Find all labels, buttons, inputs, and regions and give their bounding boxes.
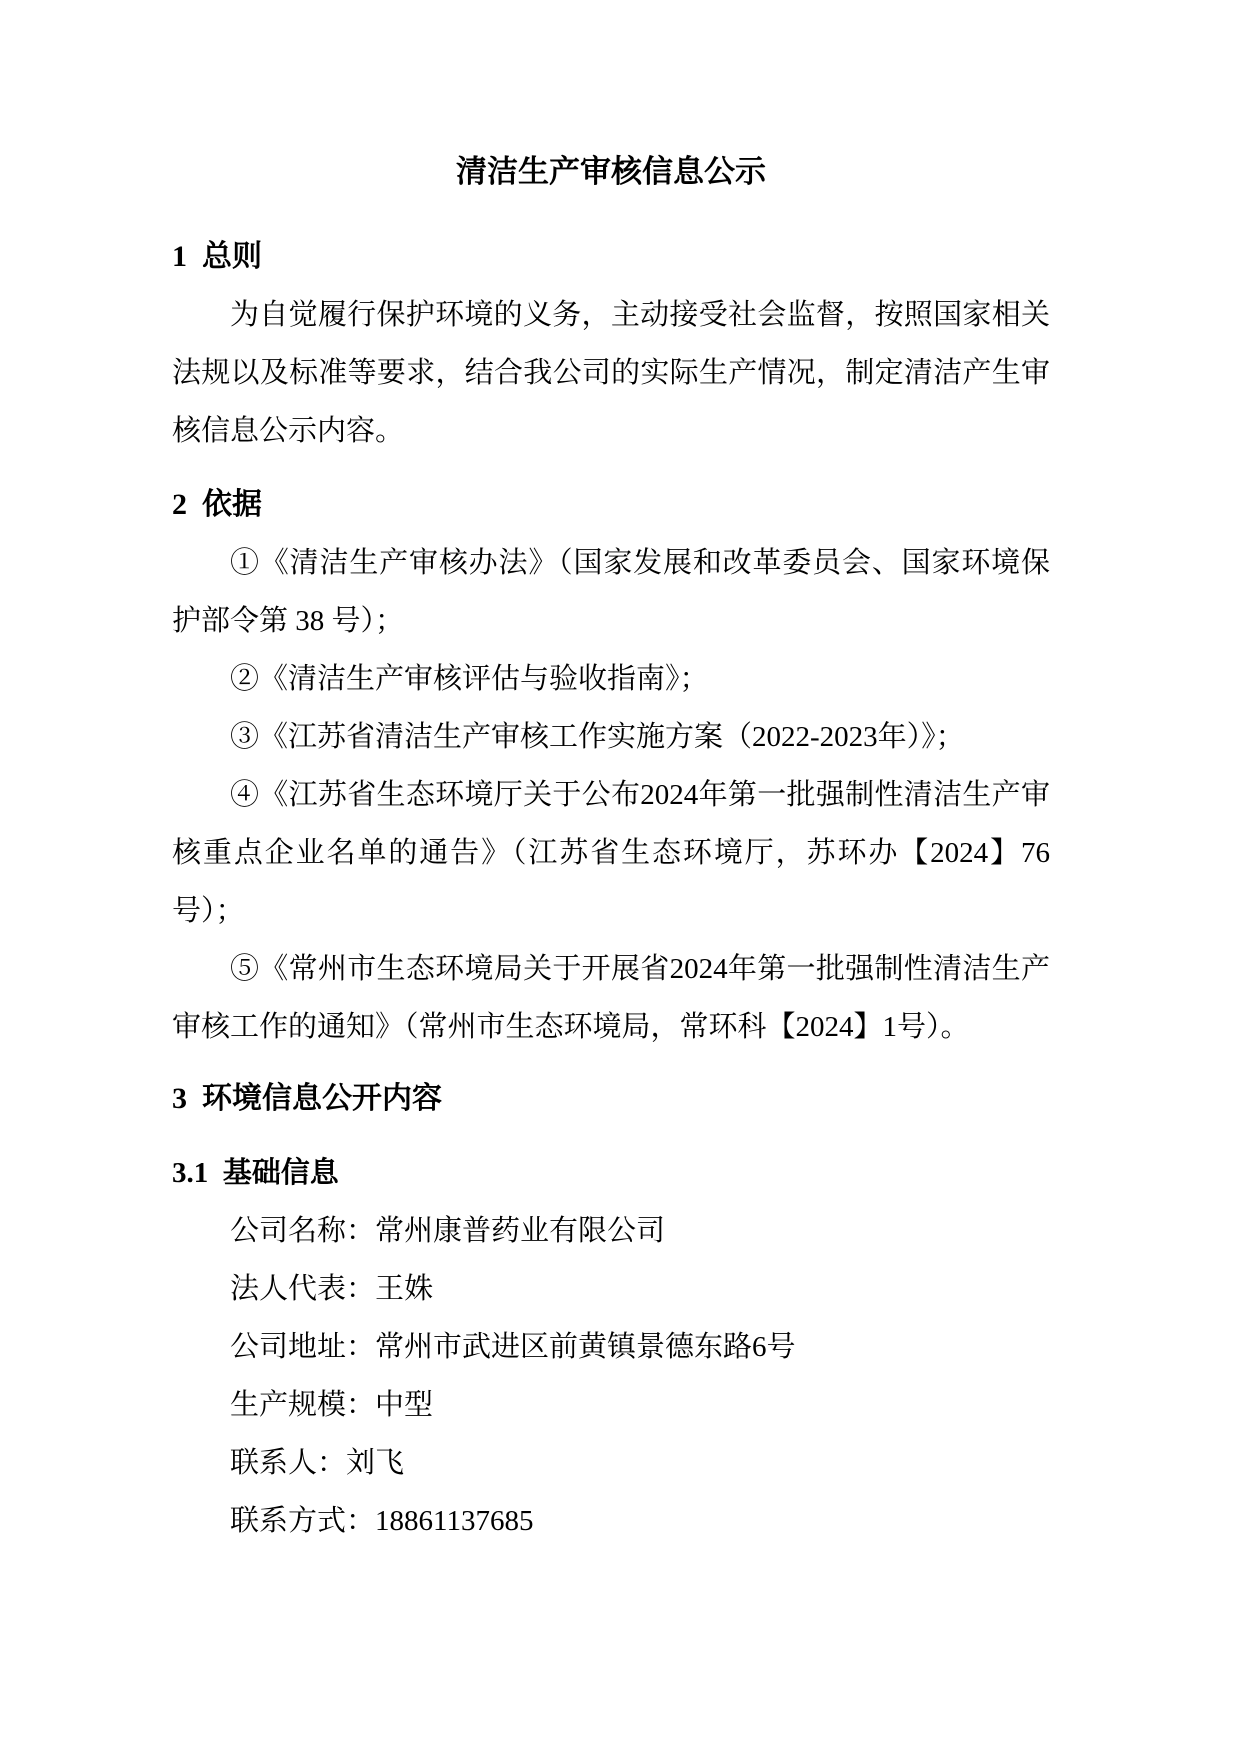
info-value: 18861137685 (375, 1505, 534, 1537)
document-title: 清洁生产审核信息公示 (456, 154, 766, 189)
info-line-contact-person (172, 1434, 1050, 1492)
basis-item: ②《清洁生产审核评估与验收指南》； (230, 663, 709, 695)
info-value: 王姝 (375, 1273, 434, 1305)
info-line-company-name (172, 1202, 1050, 1260)
basis-item: ④《江苏省生态环境厅关于公布2024年第一批强制性清洁生产审核重点企业名单的通告》（江苏省生态环境厅，苏环办【2024】76号）； (172, 779, 1050, 927)
info-line-legal-representative (172, 1260, 1050, 1318)
info-value: 常州康普药业有限公司 (375, 1215, 666, 1247)
section-heading-general: 1 总则 (172, 240, 262, 273)
info-line-contact-phone (172, 1492, 1050, 1550)
info-label: 法人代表： (230, 1273, 376, 1305)
info-value: 刘飞 (346, 1447, 405, 1479)
info-label: 公司地址： (230, 1331, 376, 1363)
section-heading-basis: 2 依据 (172, 488, 262, 521)
section-heading-disclosure: 3 环境信息公开内容 (172, 1082, 442, 1115)
info-label: 联系方式： (230, 1505, 376, 1537)
info-label: 生产规模： (230, 1389, 376, 1421)
basis-item: ⑤《常州市生态环境局关于开展省2024年第一批强制性清洁生产审核工作的通知》（常州市生态环境局，常环科【2024】1号）。 (172, 953, 1050, 1043)
general-paragraph: 为自觉履行保护环境的义务，主动接受社会监督，按照国家相关法规以及标准等要求，结合我公司的实际生产情况，制定清洁产生审核信息公示内容。 (172, 299, 1050, 447)
subsection-heading-basic-info: 3.1 基础信息 (172, 1157, 339, 1189)
info-label: 联系人： (230, 1447, 347, 1479)
info-value: 常州市武进区前黄镇景德东路6号 (375, 1331, 796, 1363)
info-line-production-scale (172, 1376, 1050, 1434)
basis-item: ①《清洁生产审核办法》（国家发展和改革委员会、国家环境保护部令第 38 号）； (172, 547, 1050, 637)
info-label: 公司名称： (230, 1215, 376, 1247)
info-line-company-address (172, 1318, 1050, 1376)
basis-item: ③《江苏省清洁生产审核工作实施方案（2022-2023年）》； (230, 721, 965, 753)
info-value: 中型 (375, 1389, 434, 1421)
